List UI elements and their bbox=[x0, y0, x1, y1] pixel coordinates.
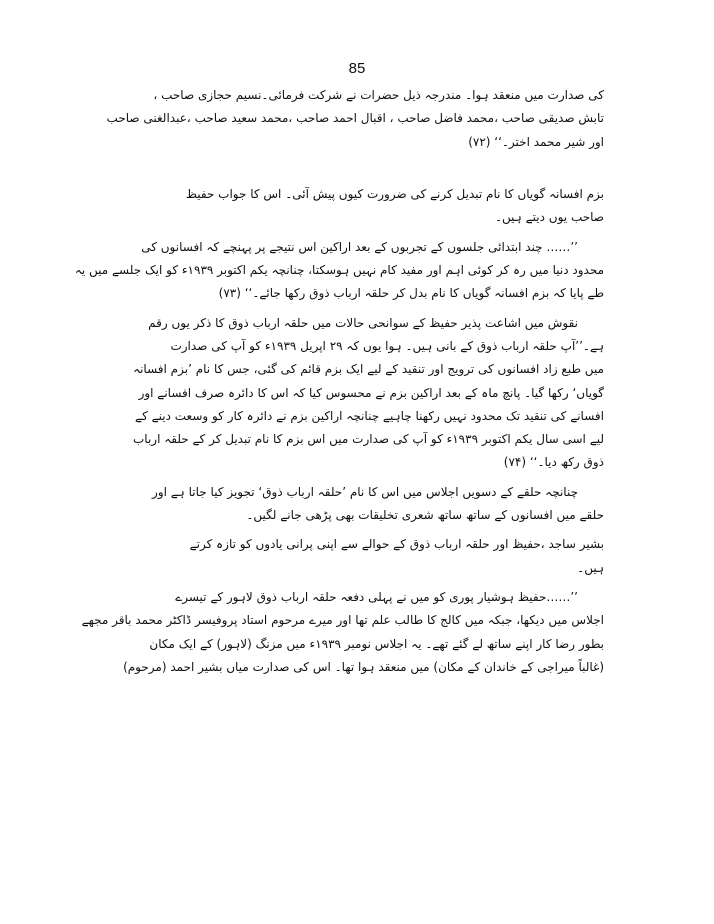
text-line: اجلاس میں دیکھا، جبکہ میں کالج کا طالب علم تھا اور میرے مرحوم استاد پروفیسر ڈاکٹر محمد باقر مجھے bbox=[81, 613, 604, 628]
text-line: (غالباً میراجی کے خاندان کے مکان) میں منعقد ہوا تھا۔ اس کی صدارت میاں بشیر احمد (مرحوم) bbox=[123, 659, 604, 674]
text-line: ’’……حفیظ ہوشیار پوری کو میں نے پہلی دفعہ حلقہ ارباب ذوق لاہور کے تیسرے bbox=[175, 589, 578, 604]
text-line: بطور رضا کار اپنے ساتھ لے گئے تھے۔ یہ اجلاس نومبر ۱۹۳۹ء میں مزنگ (لاہور) کے ایک مکان bbox=[149, 636, 604, 651]
text-line: طے پایا کہ بزم افسانہ گویاں کا نام بدل کر حلقہ ارباب ذوق رکھا جائے۔‘‘ (۷۳) bbox=[218, 286, 604, 301]
text-line: بشیر ساجد ،حفیظ اور حلقہ ارباب ذوق کے حوالے سے اپنی پرانی یادوں کو تازہ کرتے bbox=[189, 537, 604, 552]
page-number: 85 bbox=[348, 60, 366, 77]
text-line: میں طبع زاد افسانوں کی ترویج اور تنقید کے لیے ایک بزم قائم کی گئی، جس کا نام ’بزم افسانہ bbox=[133, 362, 604, 377]
text-line: لیے اسی سال یکم اکتوبر ۱۹۳۹ء کو آپ کی صدارت میں اس بزم کا نام تبدیل کر کے حلقہ ارباب bbox=[132, 432, 604, 447]
text-line: افسانے کی تنقید تک محدود نہیں رکھنا چاہیے چنانچہ اراکین بزم نے دائرہ کار کو وسعت دینے کے bbox=[135, 408, 604, 423]
text-line: تابش صدیقی صاحب ،محمد فاضل صاحب ، اقبال احمد صاحب ،محمد سعید صاحب ،عبدالغنی صاحب bbox=[106, 111, 604, 126]
text-line: ہیں۔ bbox=[577, 560, 604, 575]
page-body bbox=[74, 84, 604, 679]
text-line: ذوق رکھ دیا۔‘‘ (۷۴) bbox=[503, 455, 604, 470]
text-line: حلقے میں افسانوں کے ساتھ ساتھ شعری تخلیقات بھی پڑھی جانے لگیں۔ bbox=[246, 508, 604, 523]
text-line: چنانچہ حلقے کے دسویں اجلاس میں اس کا نام ’حلقہ ارباب ذوق‘ تجویز کیا جاتا ہے اور bbox=[152, 484, 578, 499]
text-line: ’’…… چند ابتدائی جلسوں کے تجربوں کے بعد اراکین اس نتیجے پر پہنچے کہ افسانوں کی bbox=[141, 239, 578, 254]
text-line: گویاں‘ رکھا گیا۔ پانچ ماہ کے بعد اراکین بزم نے محسوس کیا کہ اس کا دائرہ صرف افسانے اور bbox=[138, 385, 604, 400]
text-line: ہے۔’’آپ حلقہ ارباب ذوق کے بانی ہیں۔ ہوا یوں کہ ۲۹ اپریل ۱۹۳۹ء کو آپ کی صدارت bbox=[170, 338, 604, 353]
text-line bbox=[112, 154, 604, 177]
text-line: اور شیر محمد اختر۔‘‘ (۷۲) bbox=[468, 134, 604, 149]
text-line: صاحب یوں دیتے ہیں۔ bbox=[495, 210, 604, 225]
text-line: کی صدارت میں منعقد ہوا۔ مندرجہ ذیل حضرات نے شرکت فرمائی۔نسیم حجازی صاحب ، bbox=[153, 88, 604, 102]
text-line: بزم افسانہ گویاں کا نام تبدیل کرنے کی ضرورت کیوں پیش آئی۔ اس کا جواب حفیظ bbox=[185, 187, 604, 202]
text-line: محدود دنیا میں رہ کر کوئی اہم اور مفید کام نہیں ہوسکتا، چنانچہ یکم اکتوبر ۱۹۳۹ء کو ایک جلسے میں یہ bbox=[74, 263, 604, 278]
text-line: نقوش میں اشاعت پذیر حفیظ کے سوانحی حالات میں حلقہ ارباب ذوق کا ذکر یوں رقم bbox=[148, 315, 578, 330]
